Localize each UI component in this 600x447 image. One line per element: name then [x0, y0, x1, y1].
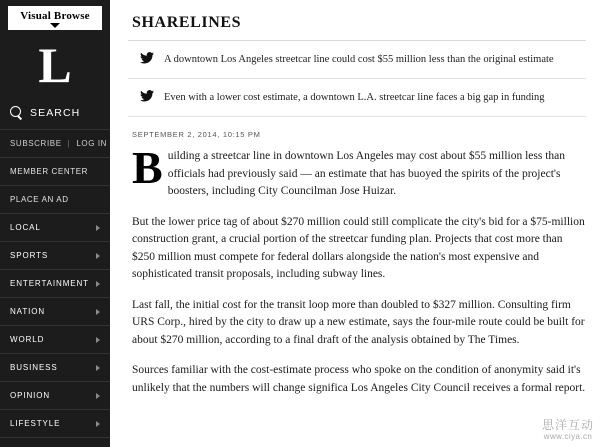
link-divider: | — [67, 139, 71, 148]
sidebar-item-local[interactable] — [0, 214, 110, 242]
chevron-right-icon — [96, 365, 100, 371]
sidebar-item-lifestyle[interactable] — [0, 410, 110, 438]
shareline-text: Even with a lower cost estimate, a downtown L.A. streetcar line faces a big gap in funding — [164, 92, 545, 103]
sidebar-item-label: LOCAL — [10, 223, 41, 232]
article-timestamp: SEPTEMBER 2, 2014, 10:15 PM — [132, 130, 261, 139]
article-paragraph: Sources familiar with the cost-estimate process who spoke on the condition of anonymity said it's unlikely that the numbers will change significa Los Angeles City Council receives a formal report. — [132, 364, 586, 394]
chevron-right-icon — [96, 225, 100, 231]
article-paragraph: But the lower price tag of about $270 million could still complicate the city's bid for a $75-million construction grant, a crucial portion of the streetcar funding plan. Projects that cost more than $250 million must compete for federal dollars alongside the nation's most expensive and sophisticated transit proposals, including subway lines. — [132, 215, 585, 280]
twitter-icon — [140, 52, 154, 64]
sidebar-item-label: SPORTS — [10, 251, 49, 260]
drop-cap: B — [132, 142, 163, 193]
sidebar-item-sports[interactable] — [0, 242, 110, 270]
sidebar-item-entertainment[interactable] — [0, 270, 110, 298]
chevron-down-icon — [50, 23, 60, 28]
sidebar-item-label: ENTERTAINMENT — [10, 279, 89, 288]
chevron-right-icon — [96, 393, 100, 399]
sidebar-item-label: LIFESTYLE — [10, 419, 61, 428]
sidebar-item-member-center[interactable]: MEMBER CENTER — [0, 158, 110, 186]
watermark-line-1: 思洋互动 — [541, 418, 594, 432]
visual-browse-label: Visual Browse — [20, 10, 90, 22]
sidebar-item-place-an-ad[interactable]: PLACE AN AD — [0, 186, 110, 214]
search-button[interactable] — [0, 94, 110, 130]
search-icon — [10, 106, 23, 119]
chevron-right-icon — [96, 337, 100, 343]
twitter-icon — [140, 90, 154, 102]
sidebar-item-label: WORLD — [10, 335, 45, 344]
sidebar-item-opinion[interactable] — [0, 382, 110, 410]
sidebar-item-world[interactable] — [0, 326, 110, 354]
sidebar-item-label: OPINION — [10, 391, 51, 400]
sidebar-item-label: BUSINESS — [10, 363, 58, 372]
sidebar-item-nation[interactable] — [0, 298, 110, 326]
search-label: SEARCH — [30, 106, 81, 119]
article-pane — [110, 0, 600, 447]
chevron-right-icon — [96, 281, 100, 287]
chevron-right-icon — [96, 253, 100, 259]
login-link[interactable]: LOG IN — [76, 139, 108, 148]
site-logo[interactable]: L — [38, 37, 72, 93]
article-paragraph — [132, 142, 586, 201]
chevron-right-icon — [96, 421, 100, 427]
shareline-item[interactable] — [128, 41, 586, 79]
account-links — [0, 130, 110, 158]
subscribe-link[interactable]: SUBSCRIBE — [10, 139, 62, 148]
sidebar — [0, 0, 110, 447]
shareline-text: A downtown Los Angeles streetcar line could cost $55 million less than the original estimate — [164, 54, 554, 65]
article-body — [128, 142, 586, 397]
article-paragraph: Last fall, the initial cost for the transit loop more than doubled to $327 million. Consulting firm URS Corp., hired by the city to draw up a new estimate, says the four-mile route could be built for about $270 million, according to a final draft of the analysis obtained by The Times. — [132, 298, 585, 346]
watermark — [542, 419, 594, 443]
visual-browse-button[interactable] — [8, 6, 102, 30]
chevron-right-icon — [96, 309, 100, 315]
shareline-item[interactable] — [128, 79, 586, 117]
watermark-line-2: www.ciya.cn — [543, 432, 593, 441]
article-paragraph-text: uilding a streetcar line in downtown Los Angeles may cost about $55 million less than officials had previously said — an estimate that has buoyed the spirits of the project's boosters, including City Councilman Jose Huizar. — [167, 150, 566, 197]
sidebar-item-business[interactable] — [0, 354, 110, 382]
sidebar-item-label: NATION — [10, 307, 46, 316]
sharelines-heading: SHARELINES — [132, 14, 242, 31]
